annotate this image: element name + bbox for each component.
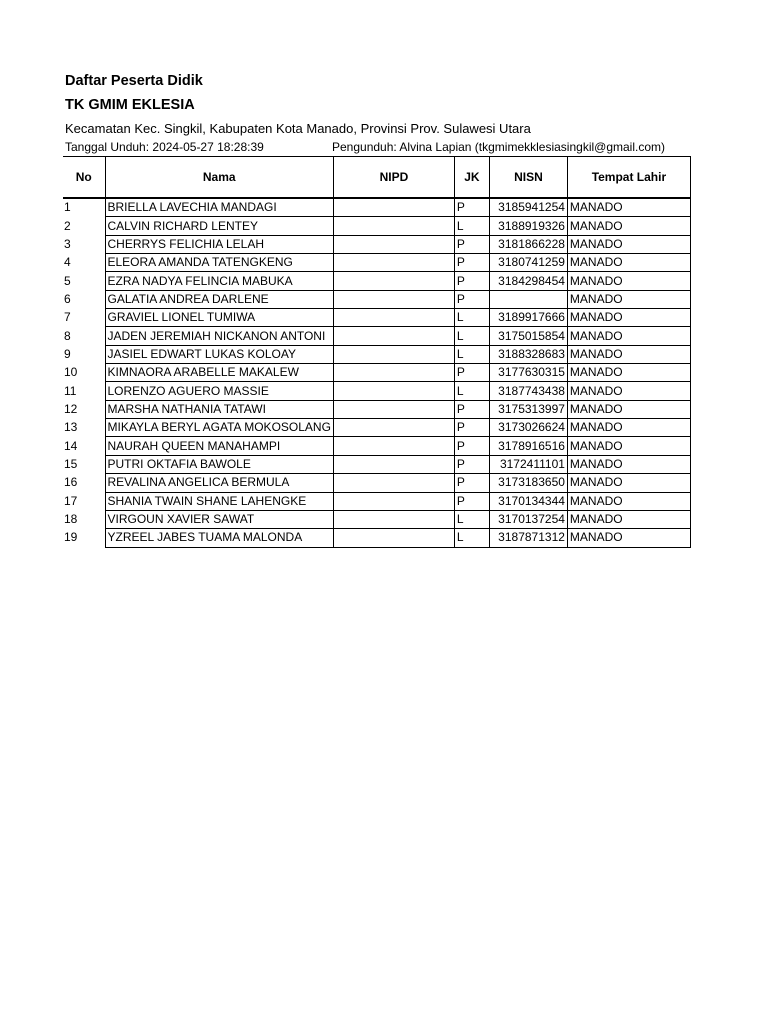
cell-nama: SHANIA TWAIN SHANE LAHENGKE [105,492,333,510]
cell-tempat-lahir: MANADO [567,272,690,290]
cell-tempat-lahir: MANADO [567,254,690,272]
table-header-row [63,157,690,199]
column-header-nipd: NIPD [333,157,454,199]
table-row [63,419,690,437]
column-header-no: No [63,157,105,199]
cell-tempat-lahir: MANADO [567,327,690,345]
column-header-nama: Nama [105,157,333,199]
column-header-jk: JK [454,157,489,199]
table-row [63,492,690,510]
cell-nama: PUTRI OKTAFIA BAWOLE [105,455,333,473]
cell-nipd [333,235,454,253]
column-header-nisn: NISN [489,157,567,199]
cell-jk: P [454,254,489,272]
cell-nama: CALVIN RICHARD LENTEY [105,217,333,235]
cell-nisn: 3178916516 [489,437,567,455]
cell-nipd [333,272,454,290]
cell-nipd [333,309,454,327]
table-row [63,272,690,290]
table-row [63,327,690,345]
column-header-tempat-lahir: Tempat Lahir [567,157,690,199]
cell-nipd [333,529,454,547]
cell-no: 19 [63,529,105,547]
cell-jk: P [454,400,489,418]
cell-nipd [333,327,454,345]
cell-nisn: 3175313997 [489,400,567,418]
cell-nipd [333,198,454,217]
cell-jk: P [454,474,489,492]
cell-jk: P [454,198,489,217]
cell-nisn [489,290,567,308]
cell-nipd [333,217,454,235]
table-row [63,400,690,418]
cell-no: 1 [63,198,105,217]
cell-nama: CHERRYS FELICHIA LELAH [105,235,333,253]
cell-no: 6 [63,290,105,308]
student-table [63,156,691,548]
cell-nipd [333,510,454,528]
cell-nipd [333,492,454,510]
cell-nipd [333,290,454,308]
cell-tempat-lahir: MANADO [567,290,690,308]
cell-tempat-lahir: MANADO [567,529,690,547]
cell-nisn: 3175015854 [489,327,567,345]
cell-jk: L [454,529,489,547]
cell-nama: GALATIA ANDREA DARLENE [105,290,333,308]
cell-nipd [333,400,454,418]
school-address: Kecamatan Kec. Singkil, Kabupaten Kota Manado, Provinsi Prov. Sulawesi Utara [65,121,531,136]
cell-tempat-lahir: MANADO [567,382,690,400]
cell-nipd [333,474,454,492]
cell-nisn: 3184298454 [489,272,567,290]
download-date: Tanggal Unduh: 2024-05-27 18:28:39 [65,140,264,154]
table-row [63,198,690,217]
cell-jk: L [454,309,489,327]
table-row [63,455,690,473]
cell-nisn: 3181866228 [489,235,567,253]
cell-nisn: 3185941254 [489,198,567,217]
table-row [63,290,690,308]
cell-nisn: 3188328683 [489,345,567,363]
table-row [63,217,690,235]
cell-nama: LORENZO AGUERO MASSIE [105,382,333,400]
cell-tempat-lahir: MANADO [567,217,690,235]
cell-jk: L [454,510,489,528]
cell-nama: MIKAYLA BERYL AGATA MOKOSOLANG [105,419,333,437]
cell-nama: GRAVIEL LIONEL TUMIWA [105,309,333,327]
cell-jk: P [454,290,489,308]
cell-nisn: 3180741259 [489,254,567,272]
table-row [63,510,690,528]
cell-nisn: 3187871312 [489,529,567,547]
table-row [63,437,690,455]
cell-nipd [333,419,454,437]
cell-nisn: 3170137254 [489,510,567,528]
cell-tempat-lahir: MANADO [567,419,690,437]
table-row [63,235,690,253]
cell-nama: MARSHA NATHANIA TATAWI [105,400,333,418]
cell-jk: P [454,235,489,253]
table-row [63,529,690,547]
table-row [63,364,690,382]
cell-nama: REVALINA ANGELICA BERMULA [105,474,333,492]
cell-jk: L [454,217,489,235]
cell-no: 14 [63,437,105,455]
cell-jk: P [454,455,489,473]
cell-nama: JADEN JEREMIAH NICKANON ANTONI [105,327,333,345]
cell-tempat-lahir: MANADO [567,198,690,217]
cell-no: 18 [63,510,105,528]
cell-jk: P [454,419,489,437]
cell-nisn: 3177630315 [489,364,567,382]
cell-tempat-lahir: MANADO [567,474,690,492]
cell-nama: NAURAH QUEEN MANAHAMPI [105,437,333,455]
cell-no: 7 [63,309,105,327]
cell-tempat-lahir: MANADO [567,455,690,473]
cell-nipd [333,455,454,473]
table-row [63,474,690,492]
cell-no: 5 [63,272,105,290]
cell-nipd [333,345,454,363]
cell-nisn: 3187743438 [489,382,567,400]
cell-nama: KIMNAORA ARABELLE MAKALEW [105,364,333,382]
cell-no: 17 [63,492,105,510]
table-row [63,254,690,272]
table-row [63,382,690,400]
cell-jk: P [454,272,489,290]
cell-nisn: 3170134344 [489,492,567,510]
cell-no: 8 [63,327,105,345]
cell-tempat-lahir: MANADO [567,345,690,363]
cell-nipd [333,254,454,272]
cell-tempat-lahir: MANADO [567,400,690,418]
cell-nisn: 3173183650 [489,474,567,492]
table-row [63,309,690,327]
cell-tempat-lahir: MANADO [567,235,690,253]
cell-no: 10 [63,364,105,382]
cell-nama: YZREEL JABES TUAMA MALONDA [105,529,333,547]
cell-jk: L [454,327,489,345]
cell-tempat-lahir: MANADO [567,437,690,455]
cell-jk: P [454,437,489,455]
cell-nisn: 3189917666 [489,309,567,327]
cell-no: 2 [63,217,105,235]
downloader-info: Pengunduh: Alvina Lapian (tkgmimekklesiasingkil@gmail.com) [332,140,666,154]
cell-nipd [333,364,454,382]
page-title: Daftar Peserta Didik [65,73,203,89]
cell-nipd [333,437,454,455]
cell-nipd [333,382,454,400]
cell-no: 9 [63,345,105,363]
cell-jk: L [454,345,489,363]
cell-nama: VIRGOUN XAVIER SAWAT [105,510,333,528]
cell-nama: JASIEL EDWART LUKAS KOLOAY [105,345,333,363]
cell-no: 13 [63,419,105,437]
school-name: TK GMIM EKLESIA [65,97,195,113]
cell-nisn: 3188919326 [489,217,567,235]
cell-no: 11 [63,382,105,400]
cell-tempat-lahir: MANADO [567,309,690,327]
cell-nisn: 3172411101 [489,455,567,473]
cell-tempat-lahir: MANADO [567,364,690,382]
cell-no: 3 [63,235,105,253]
cell-no: 15 [63,455,105,473]
cell-no: 16 [63,474,105,492]
cell-no: 12 [63,400,105,418]
cell-nama: EZRA NADYA FELINCIA MABUKA [105,272,333,290]
cell-tempat-lahir: MANADO [567,510,690,528]
cell-nama: ELEORA AMANDA TATENGKENG [105,254,333,272]
cell-jk: L [454,382,489,400]
cell-no: 4 [63,254,105,272]
cell-tempat-lahir: MANADO [567,492,690,510]
cell-jk: P [454,364,489,382]
cell-nama: BRIELLA LAVECHIA MANDAGI [105,198,333,217]
cell-nisn: 3173026624 [489,419,567,437]
table-row [63,345,690,363]
cell-jk: P [454,492,489,510]
